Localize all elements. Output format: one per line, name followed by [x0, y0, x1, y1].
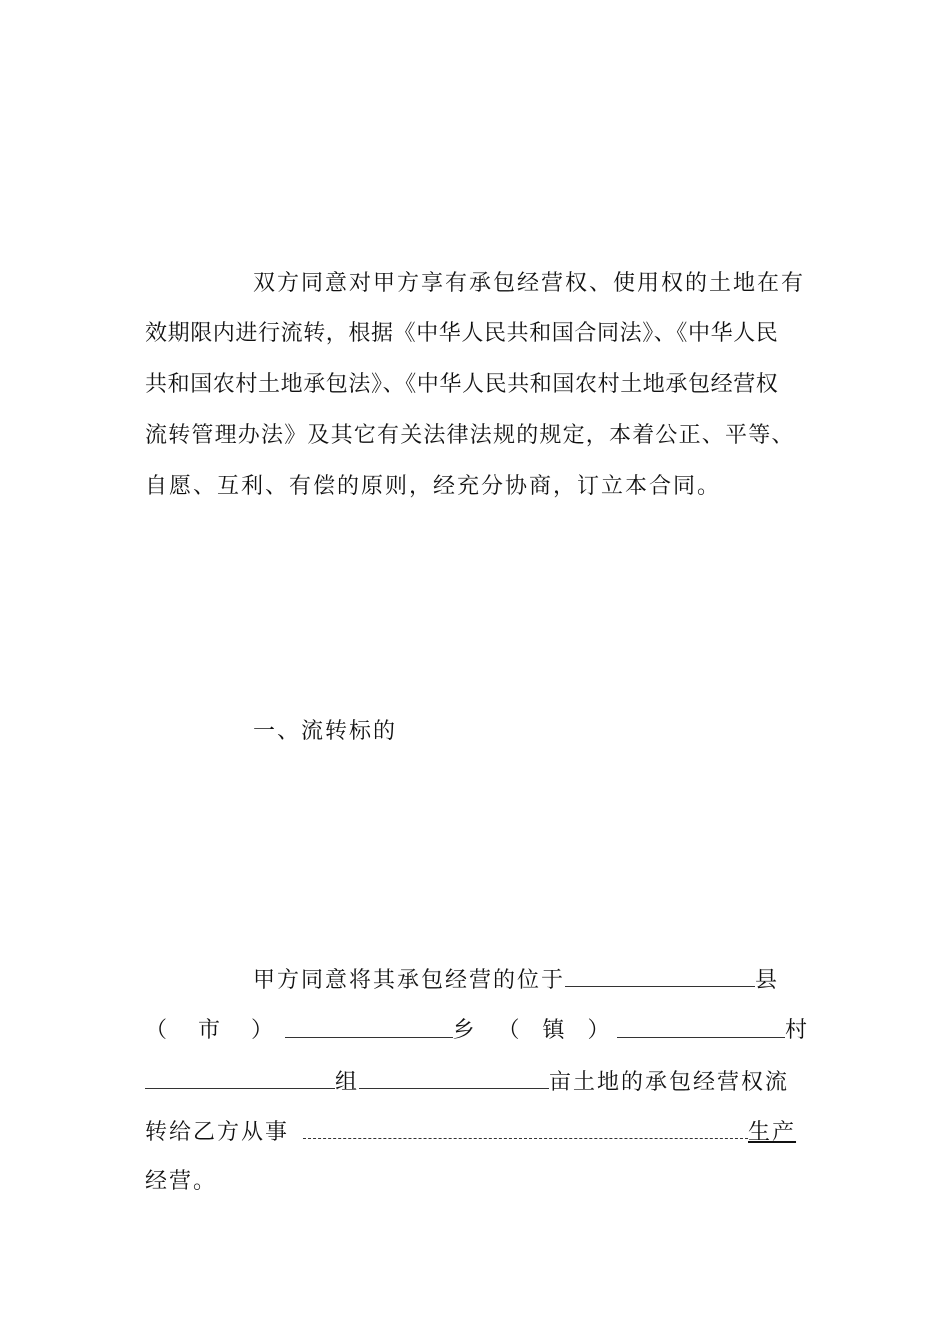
- text-segment: 转给乙方从事: [145, 1120, 290, 1145]
- paragraph-line: 经营。: [145, 1169, 218, 1194]
- blank-city: [285, 1013, 453, 1038]
- paragraph-line: 流转管理办法》及其它有关法律法规的规定，本着公正、平等、: [145, 423, 795, 448]
- paragraph-line: [145, 1013, 807, 1049]
- text-segment: 亩土地的承包经营权流: [549, 1070, 790, 1095]
- paragraph-line: 效期限内进行流转，根据《中华人民共和国合同法》、《中华人民: [145, 321, 779, 346]
- paragraph-line: 双方同意对甲方享有承包经营权、使用权的土地在有: [253, 271, 806, 296]
- blank-group: [359, 1064, 549, 1089]
- text-segment: 组: [335, 1070, 360, 1095]
- paragraph-line: [253, 962, 807, 998]
- section-heading: 一、流转标的: [253, 719, 398, 744]
- paragraph-line: 共和国农村土地承包法》、《中华人民共和国农村土地承包经营权: [145, 372, 779, 397]
- blank-village: [145, 1064, 335, 1089]
- paragraph-line: [145, 1114, 807, 1150]
- blank-county: [565, 962, 755, 987]
- blank-town: [617, 1013, 785, 1038]
- text-segment: 甲方同意将其承包经营的位于: [253, 968, 566, 993]
- text-segment: 乡 （ 镇 ）: [452, 1018, 618, 1043]
- text-segment: 县: [755, 968, 780, 993]
- text-segment: 生产: [748, 1120, 797, 1145]
- paragraph-line: [145, 1064, 807, 1100]
- text-segment: 村: [784, 1018, 807, 1043]
- blank-business: [303, 1114, 748, 1139]
- paragraph-line: 自愿、互利、有偿的原则，经充分协商，订立本合同。: [145, 474, 722, 499]
- text-segment: （ 市 ）: [145, 1018, 285, 1043]
